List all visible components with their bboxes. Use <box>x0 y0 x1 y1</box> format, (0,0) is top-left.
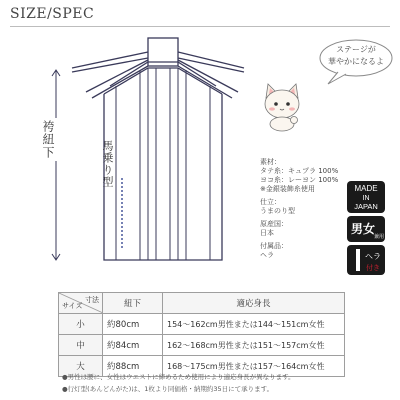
spec-accessory-label: 付属品： <box>260 242 288 250</box>
table-row <box>59 314 345 335</box>
spec-material-warp: タテ糸：キュプラ 100% <box>260 167 339 175</box>
badge-made-line-1: MADE <box>354 184 378 193</box>
spec-accessory <box>260 242 340 260</box>
col-header-height: 適応身長 <box>163 293 345 314</box>
row-size: 小 <box>59 314 103 335</box>
spec-tailoring-label: 仕立： <box>260 198 281 206</box>
badge-hera-line-1: ヘラ <box>365 252 381 261</box>
badge-danjo-line-1: 男女 <box>350 222 376 236</box>
spec-accessory-value: ヘラ <box>260 251 274 259</box>
row-length: 約88cm <box>103 356 163 377</box>
size-table-header-row <box>59 293 345 314</box>
spec-origin <box>260 220 340 238</box>
footnotes <box>62 371 392 395</box>
corner-top-label: 寸法 <box>85 296 99 304</box>
spec-material-note: ※金銀装飾糸使用 <box>260 185 315 193</box>
size-table <box>58 292 345 377</box>
spec-material-label: 素材： <box>260 158 281 166</box>
title-band <box>0 0 400 30</box>
label-umanori: 馬乗り型 <box>101 140 114 188</box>
row-size: 大 <box>59 356 103 377</box>
row-height: 168〜175cm男性または157〜164cm女性 <box>163 356 345 377</box>
row-length: 約80cm <box>103 314 163 335</box>
spec-origin-value: 日本 <box>260 229 274 237</box>
spec-origin-label: 原産国： <box>260 220 288 228</box>
bubble-line-2: 華やかになるよ <box>328 57 384 66</box>
label-hakama-length: 袴紐下 <box>41 120 55 159</box>
page-title: SIZE/SPEC <box>10 6 95 22</box>
spec-list <box>260 158 340 264</box>
hera-included-badge <box>346 244 386 276</box>
row-height: 162〜168cm男性または151〜157cm女性 <box>163 335 345 356</box>
row-size: 中 <box>59 335 103 356</box>
unisex-badge <box>346 214 386 244</box>
spec-tailoring-value: うまのり型 <box>260 207 295 215</box>
badge-hera-line-2: 付き <box>366 264 380 272</box>
spec-tailoring <box>260 198 340 216</box>
spec-material-weft: ヨコ糸：レーヨン 100% <box>260 176 339 184</box>
row-length: 約84cm <box>103 335 163 356</box>
badge-danjo-line-2: 兼用 <box>373 234 385 240</box>
footnote-1: ●男性は腰に、女性はウエストに締めるため使用により適応身長が異なります。 <box>62 373 295 381</box>
col-header-length: 紐下 <box>103 293 163 314</box>
row-height: 154〜162cm男性または144〜151cm女性 <box>163 314 345 335</box>
badge-made-line-3: JAPAN <box>354 202 378 211</box>
size-table-corner <box>59 293 103 314</box>
corner-bottom-label: サイズ <box>62 302 83 310</box>
spec-material <box>260 158 340 194</box>
title-divider <box>10 26 390 27</box>
bubble-text <box>324 44 388 68</box>
table-row <box>59 335 345 356</box>
badge-made-line-2: IN <box>362 195 370 202</box>
bubble-line-1: ステージが <box>336 45 376 54</box>
cat-mascot-icon <box>256 80 308 132</box>
footnote-2: ●行灯型(あんどんがた)は、1枚より同価格・納期約35日にて承ります。 <box>62 385 274 393</box>
made-in-japan-badge <box>346 180 386 214</box>
